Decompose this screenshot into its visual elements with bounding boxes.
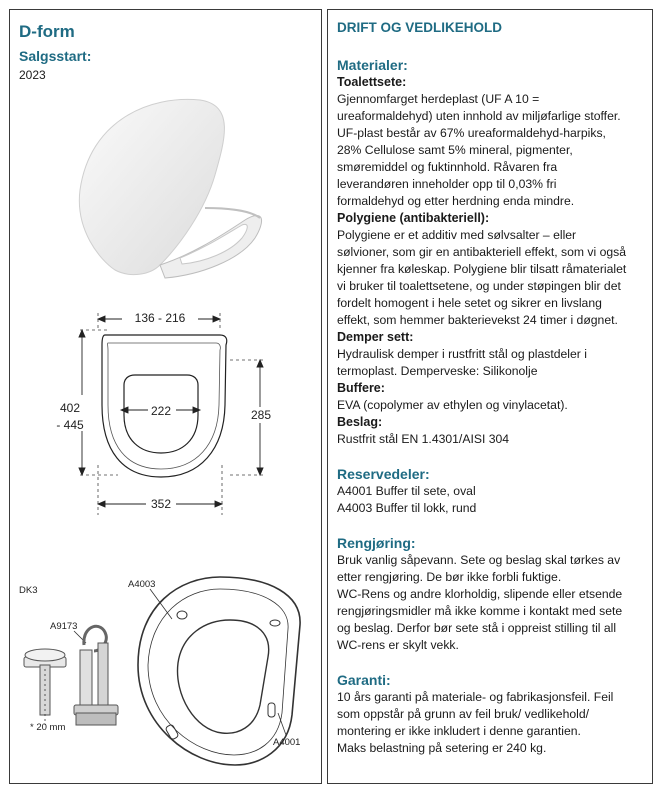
toalettsete-label: Toalettsete:: [337, 75, 407, 89]
dim-height-left-2: - 445: [56, 418, 84, 432]
a4001-label: A4001: [273, 737, 301, 748]
list-item: A4001 Buffer til sete, oval: [337, 484, 476, 498]
dk3-label: DK3: [19, 585, 38, 596]
beslag-label: Beslag:: [337, 415, 383, 429]
product-panel: [9, 9, 322, 784]
toilet-seat-render: [10, 80, 323, 295]
reservedeler-title: Reservedeler:: [337, 466, 430, 482]
maintenance-panel: [327, 9, 653, 784]
mm-note: * 20 mm: [30, 722, 66, 733]
beslag-text: Rustfrit stål EN 1.4301/AISI 304: [337, 432, 510, 446]
buffere-text: EVA (copolymer av ethylen og vinylacetat).: [337, 398, 568, 412]
parts-drawing: [10, 565, 323, 780]
salgsstart-label: Salgsstart:: [19, 48, 92, 64]
polygiene-label: Polygiene (antibakteriell):: [337, 211, 490, 225]
dim-bottom-width: 352: [150, 497, 172, 511]
reservedeler-list: [337, 483, 643, 517]
dim-top-width: 136 - 216: [134, 311, 186, 325]
buffere-label: Buffere:: [337, 381, 385, 395]
materialer-title: Materialer:: [337, 57, 408, 73]
demper-text: Hydraulisk demper i rustfritt stål og plastdeler i termoplast. Demperveske: Silikonolje: [337, 347, 587, 378]
dimension-drawing: [10, 295, 323, 520]
a9173-label: A9173: [50, 621, 78, 632]
a4003-label: A4003: [128, 579, 156, 590]
dim-inner-width: 222: [150, 404, 172, 418]
list-item: A4003 Buffer til lokk, rund: [337, 501, 477, 515]
dim-height-right: 285: [250, 408, 272, 422]
polygiene-text: Polygiene er et additiv med sølvsalter – eller sølvioner, som gir en antibakteriell effekt, som vi også kjenner fra køleskap. Polygiene blir tilsatt råmaterialet vi bruker til toalettsetene, og under støpingen blir det fordelt homogent i hele setet og sikrer en livslang effekt, som hemmer bakterievekst 24 timer i døgnet.: [337, 228, 627, 327]
demper-label: Demper sett:: [337, 330, 414, 344]
toalettsete-text: Gjennomfarget herdeplast (UF A 10 = ureaformaldehyd) uten innhold av miljøfarlige stoffer. UF-plast består av 67% ureaformaldehyd-harpiks, 28% Cellulose samt 5% mineral, pigmenter, smøremiddel og fuktinnhold. Råvaren fra leverandøren inneholder opp til 0,03% fri formaldehyd og etter herdning enda mindre.: [337, 92, 621, 208]
garanti-text: 10 års garanti på materiale- og fabrikasjonsfeil. Feil som oppstår på grunn av feil bruk/ vedlikehold/ montering er ikke inkludert i denne garantien. Maks belastning på setering er 240 kg.: [337, 690, 614, 755]
rengjoring-title: Rengjøring:: [337, 535, 416, 551]
garanti-title: Garanti:: [337, 672, 391, 688]
maintenance-heading: DRIFT OG VEDLIKEHOLD: [337, 20, 502, 35]
rengjoring-text: Bruk vanlig såpevann. Sete og beslag skal tørkes av etter rengjøring. De bør ikke forbli fuktige. WC-Rens og andre klorholdig, slipende eller etsende rengjøringsmidler må ikke komme i kontakt med sete og beslag. Derfor bør sete stå i oppreist stilling til all WC-rens er skylt vekk.: [337, 553, 623, 652]
dim-height-left-1: 402: [59, 401, 81, 415]
product-title: D-form: [19, 22, 75, 41]
salgsstart-year: 2023: [19, 68, 46, 82]
